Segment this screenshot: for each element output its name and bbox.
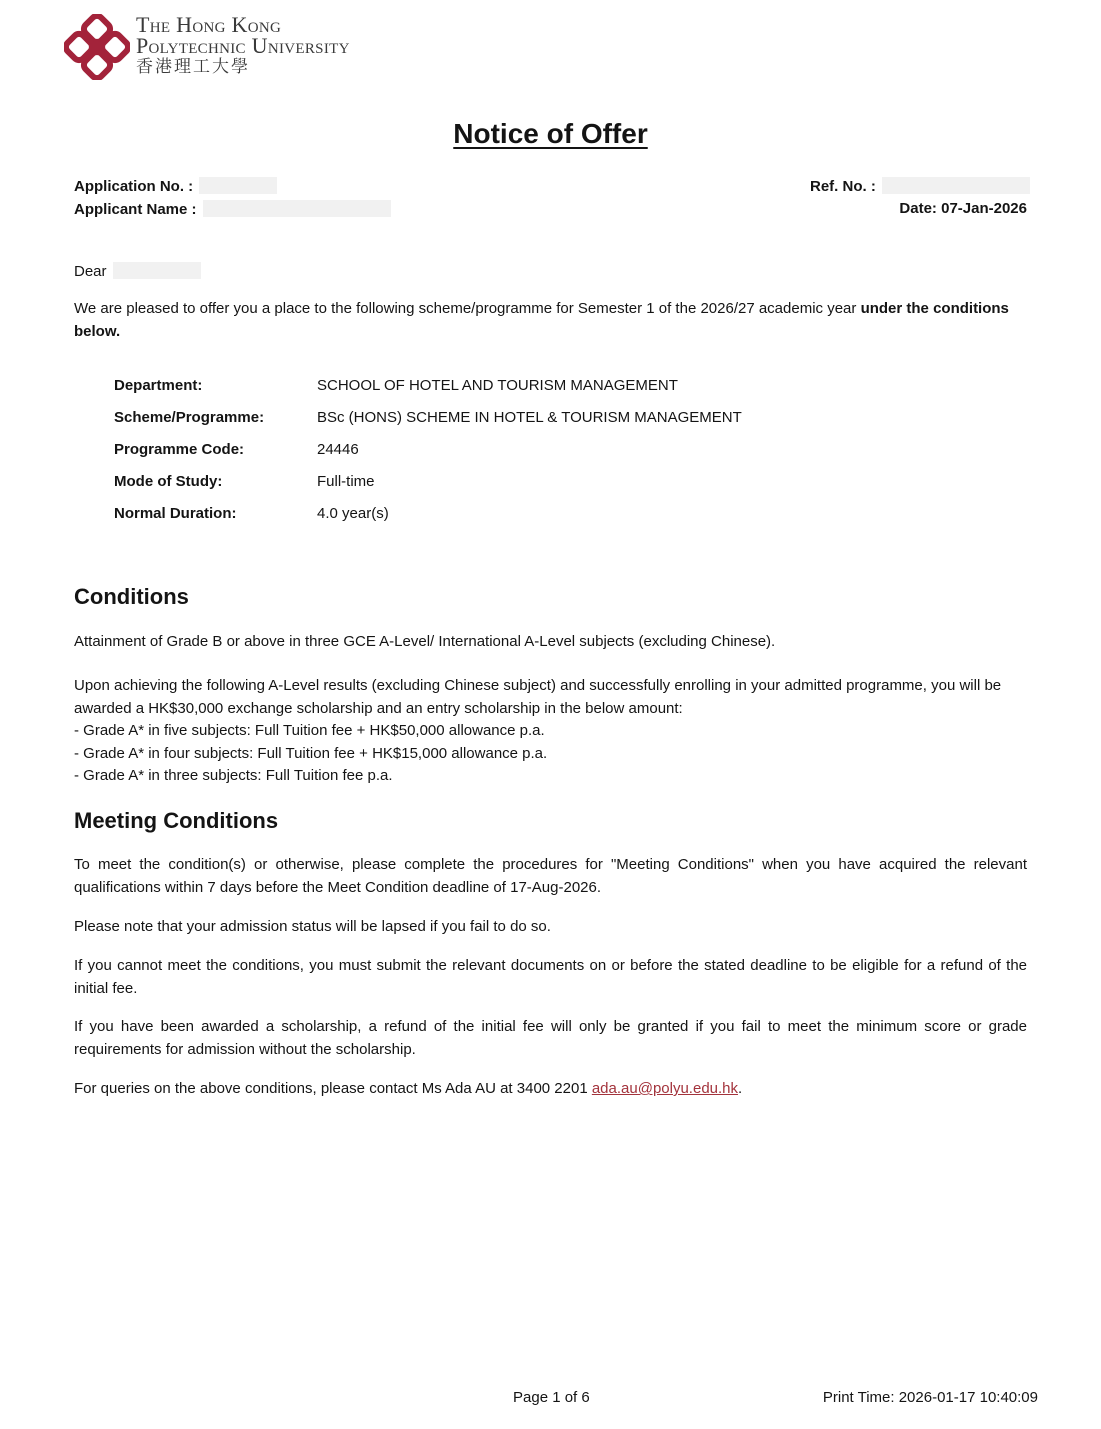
salutation	[74, 261, 1027, 284]
detail-label: Department:	[114, 377, 203, 394]
detail-label: Scheme/Programme:	[114, 409, 265, 426]
detail-value: 4.0 year(s)	[317, 505, 389, 522]
conditions-paragraph-2: Upon achieving the following A-Level results (excluding Chinese subject) and successfully enrolling in your admitted programme, you will be awarded a HK$30,000 exchange scholarship and an entry scholarship in the below amount:	[74, 677, 1002, 717]
scholarship-bullet: - Grade A* in five subjects: Full Tuition fee + HK$50,000 allowance p.a.	[74, 722, 545, 739]
detail-label: Normal Duration:	[114, 505, 237, 522]
logo-wordmark	[136, 14, 350, 78]
meeting-paragraph-4: If you have been awarded a scholarship, a refund of the initial fee will only be granted if you fail to meet the minimum score or grade requirements for admission without the scholarship.	[74, 1018, 1027, 1058]
scholarship-block	[74, 675, 1027, 788]
intro-paragraph	[74, 298, 1027, 343]
polyu-emblem-icon	[64, 14, 130, 80]
logo-line-1: The Hong Kong	[136, 12, 282, 37]
scholarship-bullet: - Grade A* in three subjects: Full Tuition fee p.a.	[74, 767, 393, 784]
programme-details	[114, 377, 914, 537]
meeting-conditions-heading: Meeting Conditions	[74, 808, 279, 833]
university-logo	[64, 12, 404, 82]
meeting-paragraph-1: To meet the condition(s) or otherwise, please complete the procedures for "Meeting Conditions" when you have acquired the relevant qualifications within 7 days before the Meet Condition deadline of 17-Aug-2026.	[74, 856, 1027, 896]
detail-row	[114, 473, 914, 505]
application-no-field	[74, 177, 277, 196]
applicant-name-field	[74, 200, 391, 219]
meeting-paragraph-2: Please note that your admission status will be lapsed if you fail to do so.	[74, 918, 551, 935]
contact-paragraph	[74, 1078, 1027, 1101]
detail-row	[114, 409, 914, 441]
contact-text-end: .	[738, 1080, 743, 1097]
scholarship-bullet: - Grade A* in four subjects: Full Tuition fee + HK$15,000 allowance p.a.	[74, 744, 548, 762]
ref-no-field	[810, 177, 1030, 196]
detail-value: BSc (HONS) SCHEME IN HOTEL & TOURISM MANAGEMENT	[317, 409, 742, 426]
intro-text: We are pleased to offer you a place to the following scheme/programme for Semester 1 of the 2026/27 academic year	[74, 300, 861, 317]
application-no-redacted	[199, 177, 277, 194]
detail-value: SCHOOL OF HOTEL AND TOURISM MANAGEMENT	[317, 377, 678, 394]
logo-line-chinese: 香港理工大學	[136, 57, 250, 77]
ref-no-label: Ref. No. :	[810, 178, 876, 195]
logo-line-2: Polytechnic University	[136, 33, 350, 58]
detail-label: Programme Code:	[114, 441, 245, 458]
applicant-name-label: Applicant Name :	[74, 201, 197, 218]
detail-row	[114, 377, 914, 409]
detail-label: Mode of Study:	[114, 473, 223, 490]
date-field: Date: 07-Jan-2026	[899, 200, 1027, 217]
intro-bold-text: under the conditions below.	[74, 300, 1009, 340]
detail-row	[114, 505, 914, 537]
print-time: Print Time: 2026-01-17 10:40:09	[822, 1389, 1038, 1406]
ref-no-redacted	[882, 177, 1030, 194]
contact-email-link[interactable]: ada.au@polyu.edu.hk	[591, 1080, 739, 1097]
detail-row	[114, 441, 914, 473]
conditions-heading: Conditions	[74, 584, 189, 609]
application-no-label: Application No. :	[74, 178, 194, 195]
page-number: Page 1 of 6	[513, 1389, 590, 1406]
salutation-text: Dear	[74, 263, 107, 280]
conditions-paragraph-1: Attainment of Grade B or above in three GCE A-Level/ International A-Level subjects (excluding Chinese).	[74, 633, 776, 650]
detail-value: Full-time	[317, 473, 375, 490]
recipient-name-redacted	[113, 262, 201, 279]
contact-text: For queries on the above conditions, please contact Ms Ada AU at 3400 2201	[74, 1080, 592, 1097]
meeting-paragraph-3: If you cannot meet the conditions, you must submit the relevant documents on or before the stated deadline to be eligible for a refund of the initial fee.	[74, 957, 1027, 997]
applicant-name-redacted	[203, 200, 391, 217]
page-title: Notice of Offer	[453, 118, 648, 149]
detail-value: 24446	[317, 441, 359, 458]
